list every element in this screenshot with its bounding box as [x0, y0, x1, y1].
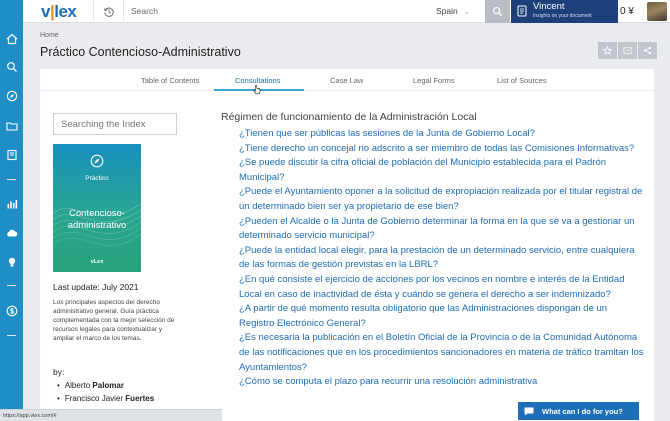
tab-list-of-sources[interactable]: List of Sources	[497, 76, 547, 85]
section-title: Régimen de funcionamiento de la Administración Local	[221, 111, 477, 123]
search-icon[interactable]	[5, 60, 18, 73]
user-name: Vincent	[533, 1, 565, 12]
author-item[interactable]: • Alberto Palomar	[57, 379, 154, 392]
question-link[interactable]: ¿Se puede discutir la cifra oficial de población del Municipio establecida para el Padrón Municipal?	[239, 157, 607, 183]
left-rail	[0, 0, 23, 421]
divider	[93, 0, 94, 23]
rail-divider	[7, 285, 16, 286]
user-subtitle: Insights on your document	[533, 13, 592, 19]
balance[interactable]: 0 ¥	[620, 6, 634, 17]
user-insights-button[interactable]	[511, 0, 618, 23]
question-link[interactable]: ¿Puede el Ayuntamiento oponer a la solicitud de expropiación realizada por el titular registral de un determinado bien ser ya propietario de ese bien?	[239, 186, 643, 212]
breadcrumb[interactable]: Home	[40, 32, 59, 39]
rail-divider	[7, 179, 16, 180]
country-select[interactable]	[436, 6, 470, 16]
page-title: Práctico Contencioso-Administrativo	[40, 45, 241, 59]
book-cover[interactable]	[53, 144, 141, 272]
compass-icon	[90, 154, 104, 168]
mouse-cursor-icon	[253, 85, 261, 95]
folder-icon	[623, 46, 632, 55]
question-link[interactable]: ¿A partir de qué momento resulta obligatorio que las Administraciones dispongan de un Registro Electrónico General?	[239, 303, 608, 329]
folder-icon[interactable]	[5, 119, 18, 132]
question-link[interactable]: ¿Tiene derecho un concejal no adscrito a ser miembro de todas las Comisiones Informativas?	[239, 142, 635, 154]
question-link[interactable]: ¿Pueden el Alcalde o la Junta de Gobierno determinar la forma en la que se va a gestionar un determinado servicio municipal?	[239, 215, 635, 242]
question-link[interactable]: ¿Puede la entidad local elegir, para la prestación de un determinado servicio, entre cualquiera de las formas de gestión previstas en la LBRL?	[239, 244, 635, 271]
cloud-icon[interactable]	[5, 226, 18, 239]
share-icon	[643, 46, 652, 55]
book-description: Los principales aspectos del derecho administrativo general. Guía práctica complementada con la mejor selección de recursos legales para contextualizar y ampliar el marco de los temas.	[53, 299, 175, 342]
history-icon[interactable]	[103, 5, 115, 17]
rail-divider	[7, 335, 16, 336]
status-bar-url: https://app.vlex.com/#	[0, 409, 222, 421]
index-search-input[interactable]	[53, 113, 177, 135]
chat-assistant-button[interactable]	[518, 402, 639, 420]
star-icon	[603, 46, 612, 55]
chat-label: What can I do for you?	[542, 406, 623, 416]
question-link[interactable]: ¿Tienen que ser públicas las sesiones de la Junta de Gobierno Local?	[239, 128, 535, 139]
avatar[interactable]	[647, 2, 667, 21]
content-card	[40, 69, 654, 421]
favorite-button[interactable]	[598, 42, 617, 59]
search-button[interactable]	[485, 0, 510, 23]
last-update: Last update: July 2021	[53, 282, 139, 292]
chevron-down-icon: ⌄	[463, 9, 470, 16]
cover-title: Contencioso-administrativo	[67, 208, 127, 231]
vlex-logo[interactable]: v|lex	[41, 2, 77, 21]
book-icon[interactable]	[5, 148, 18, 161]
question-link[interactable]: ¿En qué consiste el ejercicio de acciones por los vecinos en nombre e interés de la Entidad Local en caso de inactividad de ésta y cuándo se genera el derecho a ser indemnizado?	[239, 273, 625, 300]
country-label: Spain	[436, 6, 458, 16]
share-button[interactable]	[638, 42, 657, 59]
tab-case-law[interactable]: Case Law	[330, 76, 364, 85]
cover-brand: vLex	[90, 259, 104, 265]
dollar-icon[interactable]	[5, 304, 18, 317]
cover-subtitle: Práctico	[85, 175, 109, 182]
lightbulb-icon[interactable]	[5, 255, 18, 268]
question-link[interactable]: ¿Es necesaria la publicación en el Boletín Oficial de la Provincia o de la Comunidad Autónoma de las notificaciones que en los procedimientos sancionadores en materia de tráfico tramitan los Ayuntamientos?	[239, 332, 644, 373]
top-bar	[23, 0, 670, 23]
compass-icon[interactable]	[5, 89, 18, 102]
authors-list	[57, 379, 154, 405]
search-input[interactable]: Search	[131, 6, 158, 16]
export-button[interactable]	[618, 42, 637, 59]
chat-bubble-icon	[524, 407, 534, 416]
author-item[interactable]: • Francisco Javier Fuertes	[57, 392, 154, 405]
question-link[interactable]: ¿Cómo se computa el plazo para recurrir una resolución administrativa	[239, 376, 538, 388]
tab-legal-forms[interactable]: Legal Forms	[413, 76, 455, 85]
analytics-icon[interactable]	[5, 197, 18, 210]
divider	[123, 0, 124, 23]
tab-bar	[40, 69, 654, 91]
page-actions	[597, 42, 657, 59]
search-icon	[492, 6, 503, 17]
question-list	[239, 127, 644, 390]
home-icon[interactable]	[5, 32, 18, 45]
tab-consultations[interactable]: Consultations	[235, 76, 281, 85]
authors-label: by:	[53, 367, 65, 377]
tab-table-of-contents[interactable]: Table of Contents	[141, 76, 200, 85]
document-icon	[517, 5, 527, 17]
